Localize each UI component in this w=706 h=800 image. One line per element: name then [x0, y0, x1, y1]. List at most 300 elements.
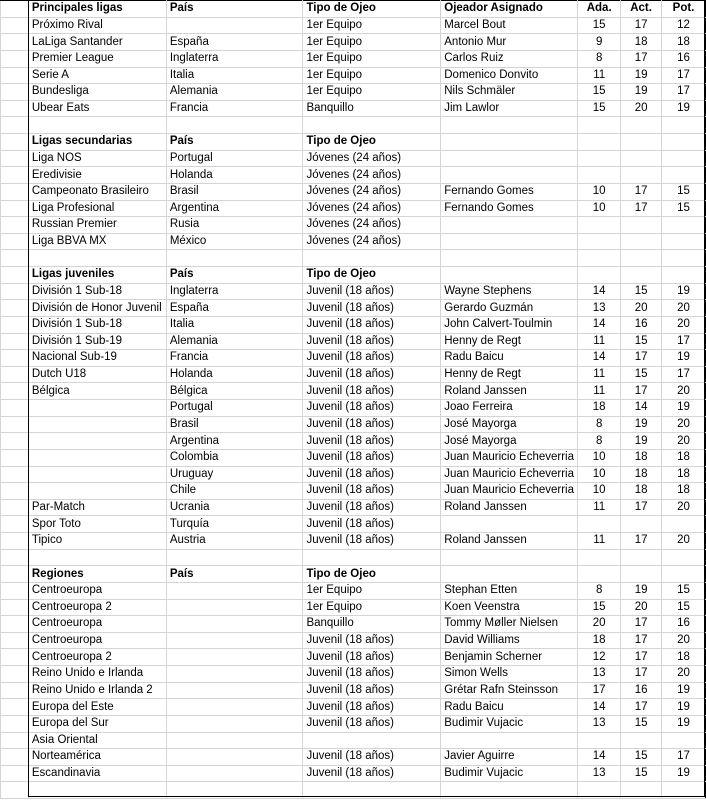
adaptability-cell[interactable]: 10: [578, 466, 621, 483]
row-gutter-cell[interactable]: [1, 167, 29, 184]
current-ability-cell[interactable]: 17: [621, 616, 662, 633]
header-current-ability-cell[interactable]: [621, 267, 662, 284]
current-ability-cell[interactable]: 14: [621, 400, 662, 417]
adaptability-cell[interactable]: 11: [578, 499, 621, 516]
scout-cell[interactable]: Grétar Rafn Steinsson: [441, 682, 578, 699]
name-cell[interactable]: Centroeuropa 2: [28, 599, 166, 616]
row-gutter-cell[interactable]: [1, 715, 29, 732]
row-gutter-cell[interactable]: [1, 134, 29, 151]
adaptability-cell[interactable]: 17: [578, 682, 621, 699]
potential-cell[interactable]: 17: [662, 67, 706, 84]
potential-cell[interactable]: 16: [662, 616, 706, 633]
scout-cell[interactable]: Fernando Gomes: [441, 200, 578, 217]
scout-cell[interactable]: [441, 516, 578, 533]
scout-cell[interactable]: Antonio Mur: [441, 34, 578, 51]
header-adaptability-cell[interactable]: [578, 134, 621, 151]
scout-cell[interactable]: Jim Lawlor: [441, 100, 578, 117]
header-country-cell[interactable]: País: [166, 267, 303, 284]
current-ability-cell[interactable]: 18: [621, 449, 662, 466]
name-cell[interactable]: Spor Toto: [28, 516, 166, 533]
scout-cell[interactable]: Radu Baicu: [441, 699, 578, 716]
empty-cell[interactable]: [28, 549, 166, 566]
potential-cell[interactable]: 19: [662, 283, 706, 300]
empty-cell[interactable]: [441, 250, 578, 267]
name-cell[interactable]: Centroeuropa: [28, 616, 166, 633]
adaptability-cell[interactable]: [578, 167, 621, 184]
empty-cell[interactable]: [441, 549, 578, 566]
header-scout-cell[interactable]: [441, 267, 578, 284]
current-ability-cell[interactable]: 19: [621, 416, 662, 433]
scouting-type-cell[interactable]: 1er Equipo: [303, 582, 441, 599]
country-cell[interactable]: Italia: [166, 67, 303, 84]
current-ability-cell[interactable]: [621, 167, 662, 184]
name-cell[interactable]: Reino Unido e Irlanda: [28, 666, 166, 683]
current-ability-cell[interactable]: 15: [621, 333, 662, 350]
empty-cell[interactable]: [578, 250, 621, 267]
potential-cell[interactable]: 18: [662, 34, 706, 51]
name-cell[interactable]: Liga NOS: [28, 150, 166, 167]
potential-cell[interactable]: [662, 150, 706, 167]
header-potential-cell[interactable]: [662, 566, 706, 583]
scout-cell[interactable]: Juan Mauricio Echeverria: [441, 483, 578, 500]
empty-cell[interactable]: [662, 250, 706, 267]
current-ability-cell[interactable]: 18: [621, 483, 662, 500]
current-ability-cell[interactable]: 17: [621, 350, 662, 367]
current-ability-cell[interactable]: 17: [621, 649, 662, 666]
scout-cell[interactable]: [441, 217, 578, 234]
empty-cell[interactable]: [303, 117, 441, 134]
scouting-type-cell[interactable]: Juvenil (18 años): [303, 516, 441, 533]
country-cell[interactable]: Portugal: [166, 150, 303, 167]
country-cell[interactable]: Colombia: [166, 449, 303, 466]
header-scout-cell[interactable]: [441, 566, 578, 583]
country-cell[interactable]: [166, 616, 303, 633]
name-cell[interactable]: Dutch U18: [28, 366, 166, 383]
row-gutter-cell[interactable]: [1, 699, 29, 716]
header-scout-cell[interactable]: [441, 134, 578, 151]
potential-cell[interactable]: 18: [662, 466, 706, 483]
scout-cell[interactable]: Budimir Vujacic: [441, 765, 578, 782]
name-cell[interactable]: Liga BBVA MX: [28, 233, 166, 250]
country-cell[interactable]: Bélgica: [166, 383, 303, 400]
row-gutter-cell[interactable]: [1, 350, 29, 367]
adaptability-cell[interactable]: 8: [578, 582, 621, 599]
current-ability-cell[interactable]: 17: [621, 666, 662, 683]
country-cell[interactable]: Inglaterra: [166, 283, 303, 300]
current-ability-cell[interactable]: 19: [621, 433, 662, 450]
adaptability-cell[interactable]: 14: [578, 749, 621, 766]
row-gutter-cell[interactable]: [1, 100, 29, 117]
row-gutter-cell[interactable]: [1, 366, 29, 383]
name-cell[interactable]: Próximo Rival: [28, 17, 166, 34]
name-cell[interactable]: Ubear Eats: [28, 100, 166, 117]
scouting-type-cell[interactable]: Juvenil (18 años): [303, 765, 441, 782]
scout-cell[interactable]: Juan Mauricio Echeverria: [441, 466, 578, 483]
row-gutter-cell[interactable]: [1, 84, 29, 101]
adaptability-cell[interactable]: 15: [578, 17, 621, 34]
row-gutter-cell[interactable]: [1, 1, 29, 18]
country-cell[interactable]: [166, 732, 303, 749]
row-gutter-cell[interactable]: [1, 50, 29, 67]
name-cell[interactable]: Centroeuropa: [28, 582, 166, 599]
country-cell[interactable]: [166, 682, 303, 699]
empty-cell[interactable]: [1, 117, 29, 134]
empty-cell[interactable]: [1, 250, 29, 267]
current-ability-cell[interactable]: 18: [621, 466, 662, 483]
adaptability-cell[interactable]: 9: [578, 34, 621, 51]
country-cell[interactable]: Alemania: [166, 333, 303, 350]
adaptability-cell[interactable]: 14: [578, 699, 621, 716]
country-cell[interactable]: Alemania: [166, 84, 303, 101]
row-gutter-cell[interactable]: [1, 632, 29, 649]
current-ability-cell[interactable]: 19: [621, 84, 662, 101]
potential-cell[interactable]: 19: [662, 715, 706, 732]
empty-cell[interactable]: [621, 549, 662, 566]
current-ability-cell[interactable]: [621, 233, 662, 250]
adaptability-cell[interactable]: 8: [578, 50, 621, 67]
name-cell[interactable]: División de Honor Juvenil: [28, 300, 166, 317]
scout-cell[interactable]: José Mayorga: [441, 416, 578, 433]
potential-cell[interactable]: 20: [662, 499, 706, 516]
country-cell[interactable]: México: [166, 233, 303, 250]
country-cell[interactable]: Uruguay: [166, 466, 303, 483]
scout-cell[interactable]: Nils Schmäler: [441, 84, 578, 101]
scout-cell[interactable]: Henny de Regt: [441, 333, 578, 350]
row-gutter-cell[interactable]: [1, 616, 29, 633]
scouting-type-cell[interactable]: Juvenil (18 años): [303, 483, 441, 500]
scouting-type-cell[interactable]: Jóvenes (24 años): [303, 183, 441, 200]
name-cell[interactable]: División 1 Sub-19: [28, 333, 166, 350]
scouting-type-cell[interactable]: Juvenil (18 años): [303, 449, 441, 466]
name-cell[interactable]: Bélgica: [28, 383, 166, 400]
row-gutter-cell[interactable]: [1, 732, 29, 749]
adaptability-cell[interactable]: 14: [578, 350, 621, 367]
scouting-type-cell[interactable]: Juvenil (18 años): [303, 715, 441, 732]
empty-cell[interactable]: [441, 117, 578, 134]
scout-cell[interactable]: José Mayorga: [441, 433, 578, 450]
scout-cell[interactable]: Juan Mauricio Echeverria: [441, 449, 578, 466]
row-gutter-cell[interactable]: [1, 383, 29, 400]
scout-cell[interactable]: [441, 233, 578, 250]
current-ability-cell[interactable]: 17: [621, 383, 662, 400]
potential-cell[interactable]: 20: [662, 416, 706, 433]
name-cell[interactable]: [28, 466, 166, 483]
name-cell[interactable]: Russian Premier: [28, 217, 166, 234]
empty-cell[interactable]: [578, 782, 621, 799]
current-ability-cell[interactable]: 17: [621, 632, 662, 649]
adaptability-cell[interactable]: 11: [578, 67, 621, 84]
potential-cell[interactable]: 17: [662, 749, 706, 766]
country-cell[interactable]: [166, 649, 303, 666]
scouting-type-cell[interactable]: Juvenil (18 años): [303, 316, 441, 333]
adaptability-cell[interactable]: 11: [578, 383, 621, 400]
current-ability-cell[interactable]: 17: [621, 183, 662, 200]
name-cell[interactable]: [28, 433, 166, 450]
country-cell[interactable]: Argentina: [166, 200, 303, 217]
potential-cell[interactable]: [662, 516, 706, 533]
name-cell[interactable]: Asia Oriental: [28, 732, 166, 749]
country-cell[interactable]: Brasil: [166, 416, 303, 433]
scout-cell[interactable]: Joao Ferreira: [441, 400, 578, 417]
name-cell[interactable]: LaLiga Santander: [28, 34, 166, 51]
potential-cell[interactable]: [662, 732, 706, 749]
country-cell[interactable]: [166, 599, 303, 616]
current-ability-cell[interactable]: 15: [621, 366, 662, 383]
empty-cell[interactable]: [578, 549, 621, 566]
empty-cell[interactable]: [662, 549, 706, 566]
adaptability-cell[interactable]: 10: [578, 183, 621, 200]
scouting-type-cell[interactable]: Juvenil (18 años): [303, 533, 441, 550]
scouting-type-cell[interactable]: Juvenil (18 años): [303, 632, 441, 649]
empty-cell[interactable]: [166, 782, 303, 799]
current-ability-cell[interactable]: 16: [621, 316, 662, 333]
name-cell[interactable]: Serie A: [28, 67, 166, 84]
header-country-cell[interactable]: País: [166, 1, 303, 18]
adaptability-cell[interactable]: 15: [578, 599, 621, 616]
name-cell[interactable]: División 1 Sub-18: [28, 316, 166, 333]
row-gutter-cell[interactable]: [1, 516, 29, 533]
country-cell[interactable]: España: [166, 300, 303, 317]
header-country-cell[interactable]: País: [166, 566, 303, 583]
scouting-type-cell[interactable]: Juvenil (18 años): [303, 433, 441, 450]
row-gutter-cell[interactable]: [1, 217, 29, 234]
country-cell[interactable]: [166, 582, 303, 599]
name-cell[interactable]: [28, 449, 166, 466]
adaptability-cell[interactable]: 11: [578, 333, 621, 350]
current-ability-cell[interactable]: 17: [621, 17, 662, 34]
current-ability-cell[interactable]: [621, 150, 662, 167]
current-ability-cell[interactable]: 15: [621, 749, 662, 766]
name-cell[interactable]: Norteamérica: [28, 749, 166, 766]
scout-cell[interactable]: Fernando Gomes: [441, 183, 578, 200]
empty-cell[interactable]: [303, 250, 441, 267]
header-name-cell[interactable]: Regiones: [28, 566, 166, 583]
scouting-type-cell[interactable]: 1er Equipo: [303, 34, 441, 51]
header-current-ability-cell[interactable]: Act.: [621, 1, 662, 18]
adaptability-cell[interactable]: [578, 150, 621, 167]
scouting-type-cell[interactable]: Juvenil (18 años): [303, 366, 441, 383]
current-ability-cell[interactable]: 15: [621, 765, 662, 782]
country-cell[interactable]: Ucrania: [166, 499, 303, 516]
name-cell[interactable]: Escandinavia: [28, 765, 166, 782]
row-gutter-cell[interactable]: [1, 666, 29, 683]
adaptability-cell[interactable]: [578, 233, 621, 250]
country-cell[interactable]: Brasil: [166, 183, 303, 200]
scouting-type-cell[interactable]: Jóvenes (24 años): [303, 200, 441, 217]
country-cell[interactable]: [166, 632, 303, 649]
header-scout-cell[interactable]: Ojeador Asignado: [441, 1, 578, 18]
row-gutter-cell[interactable]: [1, 300, 29, 317]
empty-cell[interactable]: [28, 250, 166, 267]
empty-cell[interactable]: [621, 250, 662, 267]
header-current-ability-cell[interactable]: [621, 134, 662, 151]
name-cell[interactable]: Premier League: [28, 50, 166, 67]
adaptability-cell[interactable]: 8: [578, 433, 621, 450]
scouting-type-cell[interactable]: Juvenil (18 años): [303, 416, 441, 433]
current-ability-cell[interactable]: 20: [621, 300, 662, 317]
adaptability-cell[interactable]: 15: [578, 100, 621, 117]
current-ability-cell[interactable]: 15: [621, 715, 662, 732]
empty-cell[interactable]: [621, 782, 662, 799]
current-ability-cell[interactable]: 19: [621, 582, 662, 599]
scout-cell[interactable]: Simon Wells: [441, 666, 578, 683]
header-scouting-type-cell[interactable]: Tipo de Ojeo: [303, 134, 441, 151]
current-ability-cell[interactable]: 17: [621, 699, 662, 716]
row-gutter-cell[interactable]: [1, 316, 29, 333]
scouting-type-cell[interactable]: 1er Equipo: [303, 50, 441, 67]
row-gutter-cell[interactable]: [1, 183, 29, 200]
name-cell[interactable]: [28, 483, 166, 500]
country-cell[interactable]: Holanda: [166, 366, 303, 383]
scout-cell[interactable]: Carlos Ruiz: [441, 50, 578, 67]
potential-cell[interactable]: 19: [662, 765, 706, 782]
name-cell[interactable]: División 1 Sub-18: [28, 283, 166, 300]
empty-cell[interactable]: [28, 117, 166, 134]
scouting-type-cell[interactable]: Juvenil (18 años): [303, 649, 441, 666]
country-cell[interactable]: [166, 17, 303, 34]
header-scouting-type-cell[interactable]: Tipo de Ojeo: [303, 1, 441, 18]
adaptability-cell[interactable]: 18: [578, 632, 621, 649]
adaptability-cell[interactable]: 10: [578, 200, 621, 217]
country-cell[interactable]: Turquía: [166, 516, 303, 533]
potential-cell[interactable]: 19: [662, 699, 706, 716]
country-cell[interactable]: [166, 666, 303, 683]
scouting-type-cell[interactable]: Jóvenes (24 años): [303, 167, 441, 184]
header-potential-cell[interactable]: Pot.: [662, 1, 706, 18]
scout-cell[interactable]: David Williams: [441, 632, 578, 649]
scout-cell[interactable]: Roland Janssen: [441, 499, 578, 516]
row-gutter-cell[interactable]: [1, 533, 29, 550]
header-potential-cell[interactable]: [662, 267, 706, 284]
country-cell[interactable]: [166, 765, 303, 782]
row-gutter-cell[interactable]: [1, 34, 29, 51]
row-gutter-cell[interactable]: [1, 333, 29, 350]
country-cell[interactable]: Italia: [166, 316, 303, 333]
country-cell[interactable]: Argentina: [166, 433, 303, 450]
empty-cell[interactable]: [166, 250, 303, 267]
adaptability-cell[interactable]: 8: [578, 416, 621, 433]
scouting-type-cell[interactable]: Banquillo: [303, 100, 441, 117]
adaptability-cell[interactable]: 10: [578, 449, 621, 466]
potential-cell[interactable]: 20: [662, 316, 706, 333]
row-gutter-cell[interactable]: [1, 400, 29, 417]
country-cell[interactable]: Austria: [166, 533, 303, 550]
row-gutter-cell[interactable]: [1, 433, 29, 450]
scouting-type-cell[interactable]: Jóvenes (24 años): [303, 217, 441, 234]
adaptability-cell[interactable]: 10: [578, 483, 621, 500]
name-cell[interactable]: Europa del Sur: [28, 715, 166, 732]
current-ability-cell[interactable]: [621, 217, 662, 234]
empty-cell[interactable]: [441, 782, 578, 799]
adaptability-cell[interactable]: 13: [578, 765, 621, 782]
name-cell[interactable]: Campeonato Brasileiro: [28, 183, 166, 200]
adaptability-cell[interactable]: [578, 217, 621, 234]
country-cell[interactable]: Francia: [166, 100, 303, 117]
scouting-type-cell[interactable]: Jóvenes (24 años): [303, 233, 441, 250]
header-scouting-type-cell[interactable]: Tipo de Ojeo: [303, 267, 441, 284]
row-gutter-cell[interactable]: [1, 749, 29, 766]
potential-cell[interactable]: 15: [662, 183, 706, 200]
row-gutter-cell[interactable]: [1, 582, 29, 599]
name-cell[interactable]: Europa del Este: [28, 699, 166, 716]
row-gutter-cell[interactable]: [1, 200, 29, 217]
name-cell[interactable]: Reino Unido e Irlanda 2: [28, 682, 166, 699]
name-cell[interactable]: Tipico: [28, 533, 166, 550]
adaptability-cell[interactable]: [578, 732, 621, 749]
scouting-type-cell[interactable]: Juvenil (18 años): [303, 400, 441, 417]
scouting-type-cell[interactable]: Jóvenes (24 años): [303, 150, 441, 167]
potential-cell[interactable]: 19: [662, 400, 706, 417]
scouting-type-cell[interactable]: 1er Equipo: [303, 84, 441, 101]
potential-cell[interactable]: 18: [662, 649, 706, 666]
current-ability-cell[interactable]: 17: [621, 533, 662, 550]
header-adaptability-cell[interactable]: [578, 566, 621, 583]
row-gutter-cell[interactable]: [1, 267, 29, 284]
scout-cell[interactable]: Javier Aguirre: [441, 749, 578, 766]
row-gutter-cell[interactable]: [1, 499, 29, 516]
potential-cell[interactable]: 17: [662, 333, 706, 350]
adaptability-cell[interactable]: 11: [578, 366, 621, 383]
name-cell[interactable]: Centroeuropa: [28, 632, 166, 649]
scout-cell[interactable]: Gerardo Guzmán: [441, 300, 578, 317]
header-name-cell[interactable]: Ligas secundarias: [28, 134, 166, 151]
country-cell[interactable]: [166, 699, 303, 716]
country-cell[interactable]: [166, 715, 303, 732]
name-cell[interactable]: Eredivisie: [28, 167, 166, 184]
scout-cell[interactable]: Roland Janssen: [441, 383, 578, 400]
country-cell[interactable]: España: [166, 34, 303, 51]
scout-cell[interactable]: Tommy Møller Nielsen: [441, 616, 578, 633]
current-ability-cell[interactable]: 17: [621, 499, 662, 516]
header-country-cell[interactable]: País: [166, 134, 303, 151]
potential-cell[interactable]: 19: [662, 682, 706, 699]
current-ability-cell[interactable]: [621, 732, 662, 749]
country-cell[interactable]: Chile: [166, 483, 303, 500]
country-cell[interactable]: Portugal: [166, 400, 303, 417]
empty-cell[interactable]: [662, 782, 706, 799]
adaptability-cell[interactable]: 13: [578, 300, 621, 317]
scouting-type-cell[interactable]: Juvenil (18 años): [303, 300, 441, 317]
scouting-type-cell[interactable]: 1er Equipo: [303, 67, 441, 84]
adaptability-cell[interactable]: 14: [578, 283, 621, 300]
scout-cell[interactable]: Benjamin Scherner: [441, 649, 578, 666]
scouting-type-cell[interactable]: Juvenil (18 años): [303, 666, 441, 683]
scout-cell[interactable]: [441, 732, 578, 749]
potential-cell[interactable]: 19: [662, 100, 706, 117]
scouting-type-cell[interactable]: Banquillo: [303, 616, 441, 633]
current-ability-cell[interactable]: 17: [621, 200, 662, 217]
potential-cell[interactable]: [662, 167, 706, 184]
scouting-type-cell[interactable]: 1er Equipo: [303, 599, 441, 616]
name-cell[interactable]: Centroeuropa 2: [28, 649, 166, 666]
scout-cell[interactable]: Domenico Donvito: [441, 67, 578, 84]
empty-cell[interactable]: [578, 117, 621, 134]
empty-cell[interactable]: [303, 549, 441, 566]
scouting-type-cell[interactable]: Juvenil (18 años): [303, 499, 441, 516]
scouting-type-cell[interactable]: Juvenil (18 años): [303, 333, 441, 350]
potential-cell[interactable]: 20: [662, 533, 706, 550]
potential-cell[interactable]: 20: [662, 300, 706, 317]
row-gutter-cell[interactable]: [1, 682, 29, 699]
name-cell[interactable]: [28, 416, 166, 433]
row-gutter-cell[interactable]: [1, 283, 29, 300]
header-name-cell[interactable]: Principales ligas: [28, 1, 166, 18]
name-cell[interactable]: Nacional Sub-19: [28, 350, 166, 367]
scouting-type-cell[interactable]: Juvenil (18 años): [303, 383, 441, 400]
row-gutter-cell[interactable]: [1, 67, 29, 84]
header-potential-cell[interactable]: [662, 134, 706, 151]
potential-cell[interactable]: 15: [662, 200, 706, 217]
